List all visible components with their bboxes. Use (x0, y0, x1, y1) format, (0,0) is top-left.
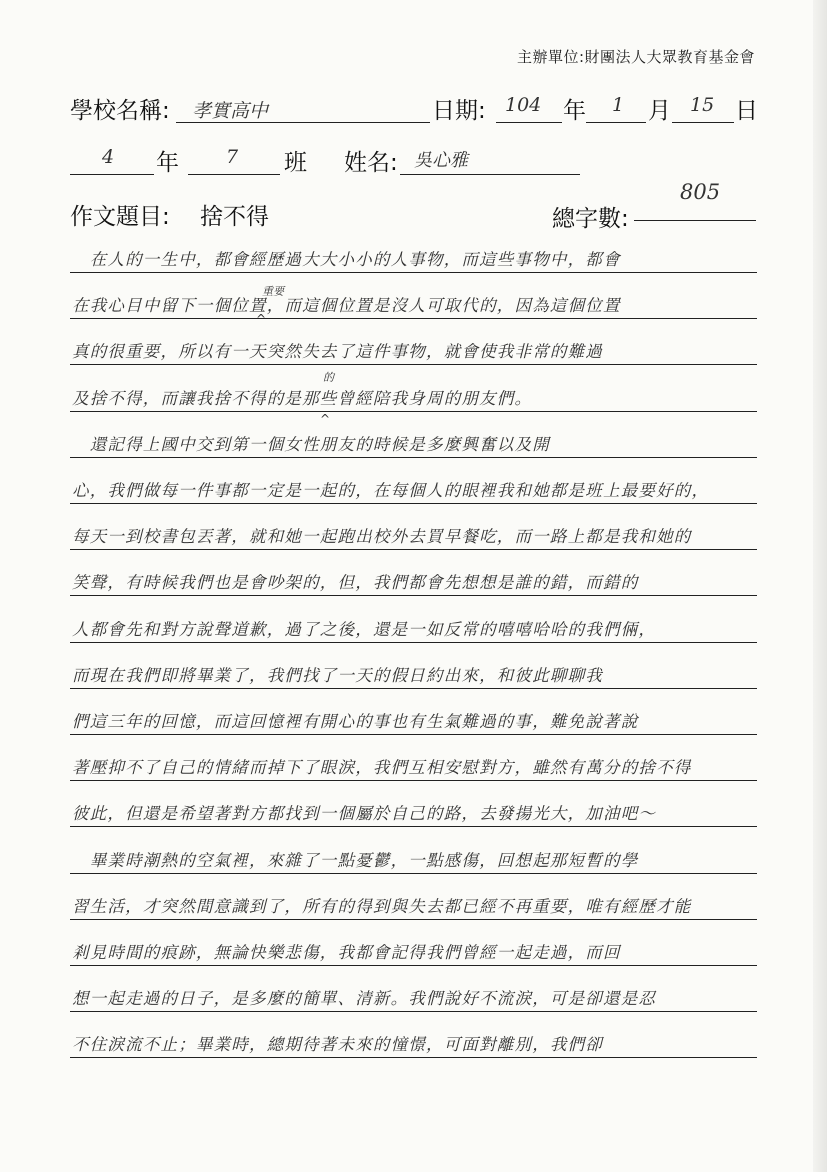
essay-ruled-line (70, 688, 757, 689)
essay-line-text: 剎見時間的痕跡，無論快樂悲傷，我都會記得我們曾經一起走過，而回 (72, 943, 621, 962)
date-day-underline (672, 122, 734, 123)
insertion-note: 重要 (262, 285, 284, 298)
essay-line-text: 而現在我們即將畢業了，我們找了一天的假日約出來，和彼此聊聊我 (72, 666, 603, 685)
date-year-underline (496, 122, 562, 123)
year-label: 年 (563, 98, 586, 124)
essay-ruled-line (70, 873, 757, 874)
essay-ruled-line (70, 411, 757, 412)
essay-ruled-line (70, 734, 757, 735)
date-month-underline (586, 122, 646, 123)
day-label: 日 (735, 98, 758, 124)
essay-ruled-line (70, 595, 757, 596)
essay-line-text: 著壓抑不了自己的情緒而掉下了眼淚，我們互相安慰對方，雖然有萬分的捨不得 (72, 758, 692, 777)
scan-edge (813, 0, 827, 1172)
essay-ruled-line (70, 549, 757, 550)
class-label: 班 (284, 150, 307, 176)
insertion-caret: ^ (256, 312, 267, 326)
topic-label: 作文題目: (70, 204, 170, 230)
grade-label: 年 (156, 150, 179, 176)
date-month-value: 1 (612, 94, 625, 116)
school-underline (176, 122, 430, 123)
date-day-value: 15 (690, 94, 715, 116)
name-label: 姓名: (344, 150, 398, 176)
name-value: 吳心雅 (414, 150, 468, 171)
essay-line-text: 們這三年的回憶，而這回憶裡有開心的事也有生氣難過的事，難免說著說 (72, 712, 639, 731)
essay-line-text: 還記得上國中交到第一個女性朋友的時候是多麼興奮以及開 (72, 435, 550, 454)
school-label: 學校名稱: (70, 98, 170, 124)
essay-ruled-line (70, 965, 757, 966)
essay-ruled-line (70, 364, 757, 365)
essay-ruled-line (70, 826, 757, 827)
insertion-note: 的 (323, 371, 334, 384)
essay-line-text: 及捨不得，而讓我捨不得的是那些曾經陪我身周的朋友們。 (72, 389, 533, 408)
essay-ruled-line (70, 1011, 757, 1012)
essay-ruled-line (70, 780, 757, 781)
essay-line-text: 習生活，才突然間意識到了，所有的得到與失去都已經不再重要，唯有經歷才能 (72, 897, 692, 916)
essay-ruled-line (70, 503, 757, 504)
essay-ruled-line (70, 457, 757, 458)
essay-ruled-line (70, 642, 757, 643)
essay-line-text: 笑聲，有時候我們也是會吵架的，但，我們都會先想想是誰的錯，而錯的 (72, 573, 639, 592)
topic-value: 捨不得 (200, 204, 269, 230)
school-value: 孝實高中 (192, 100, 269, 122)
insertion-caret: ^ (320, 412, 331, 426)
month-label: 月 (648, 98, 671, 124)
essay-line-text: 畢業時潮熱的空氣裡，來雜了一點憂鬱，一點感傷，回想起那短暫的學 (72, 851, 639, 870)
date-year-value: 104 (505, 94, 542, 116)
wordcount-value: 805 (680, 180, 721, 204)
essay-ruled-line (70, 318, 757, 319)
sponsor-note: 主辦單位:財團法人大眾教育基金會 (516, 48, 755, 66)
essay-line-text: 彼此，但還是希望著對方都找到一個屬於自己的路，去發揚光大，加油吧～ (72, 804, 657, 823)
name-underline (400, 174, 580, 175)
essay-line-text: 在我心目中留下一個位置，而這個位置是沒人可取代的，因為這個位置 (72, 296, 621, 315)
essay-line-text: 人都會先和對方說聲道歉，過了之後，還是一如反常的嘻嘻哈哈的我們倆， (72, 620, 657, 639)
grade-value: 4 (102, 146, 115, 168)
wordcount-label: 總字數: (552, 206, 629, 232)
essay-line-text: 每天一到校書包丟著，就和她一起跑出校外去買早餐吃，而一路上都是我和她的 (72, 527, 692, 546)
essay-ruled-line (70, 1057, 757, 1058)
essay-ruled-line (70, 272, 757, 273)
essay-line-text: 心，我們做每一件事都一定是一起的，在每個人的眼裡我和她都是班上最要好的， (72, 481, 710, 500)
essay-line-text: 不住淚流不止；畢業時，總期待著未來的憧憬，可面對離別，我們卻 (72, 1035, 603, 1054)
essay-line-text: 想一起走過的日子，是多麼的簡單、清新。我們說好不流淚，可是卻還是忍 (72, 989, 657, 1008)
grade-underline (70, 174, 154, 175)
class-underline (188, 174, 280, 175)
essay-ruled-line (70, 919, 757, 920)
wordcount-underline (634, 220, 756, 221)
class-value: 7 (226, 146, 239, 168)
essay-line-text: 在人的一生中，都會經歷過大大小小的人事物，而這些事物中，都會 (72, 250, 621, 269)
date-label: 日期: (432, 98, 486, 124)
essay-line-text: 真的很重要，所以有一天突然失去了這件事物，就會使我非常的難過 (72, 342, 603, 361)
